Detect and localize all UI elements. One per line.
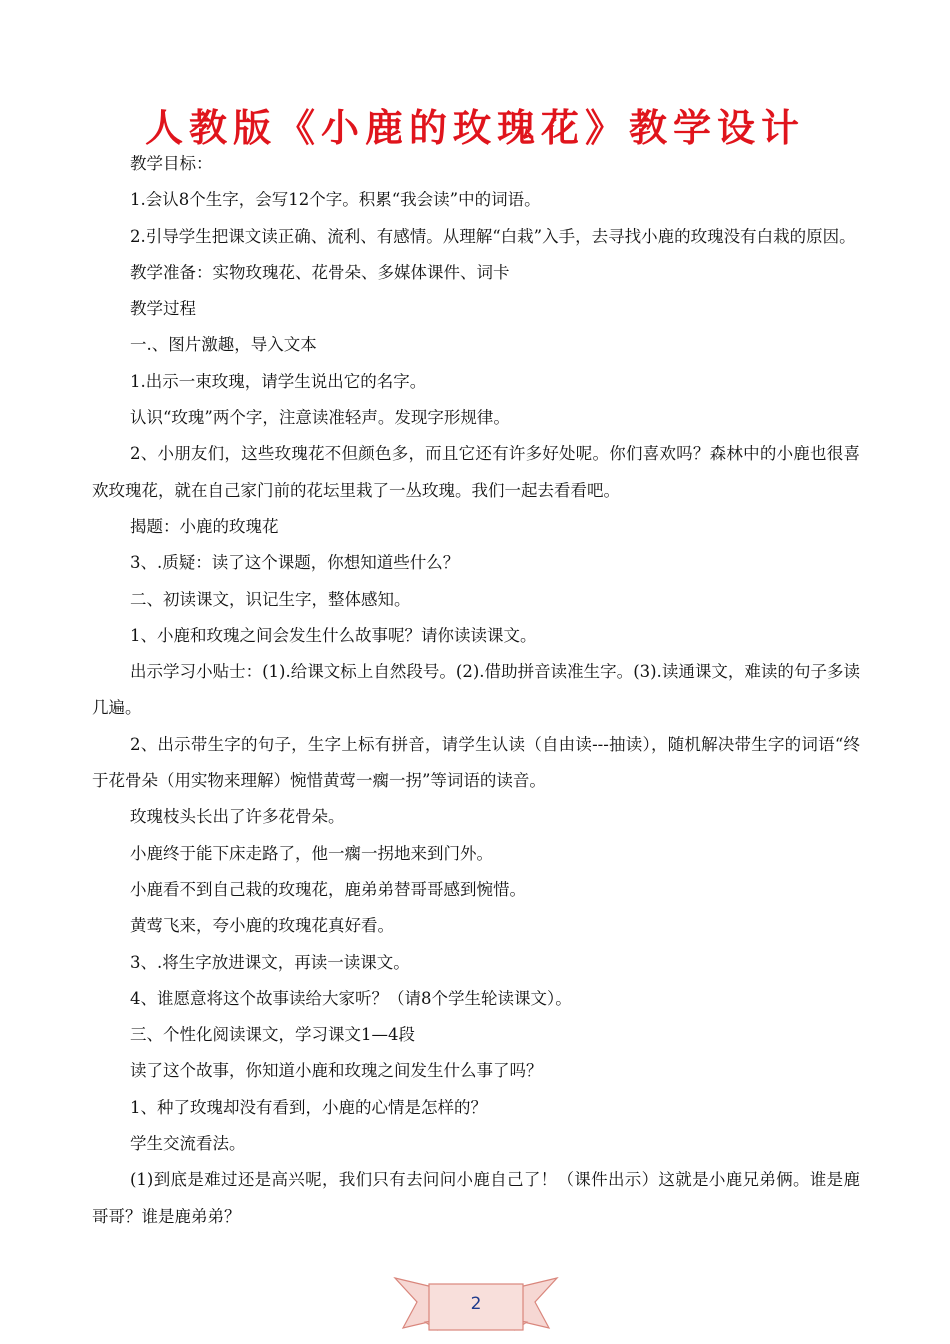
paragraph: 3、.将生字放进课文，再读一读课文。	[130, 952, 410, 972]
paragraph: 教学准备：实物玫瑰花、花骨朵、多媒体课件、词卡	[130, 262, 510, 282]
paragraph: 小鹿看不到自己栽的玫瑰花，鹿弟弟替哥哥感到惋惜。	[130, 879, 526, 899]
paragraph: 一.、图片激趣，导入文本	[130, 335, 317, 355]
paragraph: 学生交流看法。	[130, 1134, 246, 1154]
paragraph: 1.会认8个生字，会写12个字。积累“我会读”中的词语。	[130, 190, 541, 210]
page-number: 2	[470, 1294, 482, 1314]
paragraph: 三、个性化阅读课文，学习课文1—4段	[130, 1025, 415, 1045]
paragraph: (1)到底是难过还是高兴呢，我们只有去问问小鹿自己了！（课件出示）这就是小鹿兄弟俩。谁是鹿哥哥？谁是鹿弟弟？	[92, 1170, 860, 1226]
paragraph: 2、小朋友们，这些玫瑰花不但颜色多，而且它还有许多好处呢。你们喜欢吗？森林中的小鹿也很喜欢玫瑰花，就在自己家门前的花坛里栽了一丛玫瑰。我们一起去看看吧。	[92, 444, 860, 500]
paragraph: 二、初读课文，识记生字，整体感知。	[130, 589, 411, 609]
paragraph: 2、出示带生字的句子，生字上标有拼音，请学生认读（自由读---抽读），随机解决带生字的词语“终于花骨朵（用实物来理解）惋惜黄莺一瘸一拐”等词语的读音。	[92, 734, 860, 791]
paragraph: 1、小鹿和玫瑰之间会发生什么故事呢？请你读读课文。	[130, 625, 537, 645]
document-title: 人教版《小鹿的玫瑰花》教学设计	[144, 106, 805, 150]
page-number-ribbon	[393, 1274, 559, 1336]
paragraph: 教学过程	[130, 299, 196, 319]
paragraph: 揭题：小鹿的玫瑰花	[130, 516, 279, 536]
paragraph: 教学目标：	[130, 154, 213, 173]
paragraph: 黄莺飞来，夸小鹿的玫瑰花真好看。	[130, 916, 394, 936]
paragraph: 出示学习小贴士：(1).给课文标上自然段号。(2).借助拼音读准生字。(3).读通课文，难读的句子多读几遍。	[92, 662, 860, 718]
paragraph: 小鹿终于能下床走路了，他一瘸一拐地来到门外。	[130, 843, 493, 863]
paragraph: 1.出示一束玫瑰，请学生说出它的名字。	[130, 371, 427, 391]
paragraph: 1、种了玫瑰却没有看到，小鹿的心情是怎样的？	[130, 1097, 487, 1117]
paragraph: 认识“玫瑰”两个字，注意读准轻声。发现字形规律。	[130, 408, 510, 428]
paragraph: 4、谁愿意将这个故事读给大家听？（请8个学生轮读课文）。	[130, 988, 572, 1008]
paragraph: 读了这个故事，你知道小鹿和玫瑰之间发生什么事了吗？	[130, 1061, 543, 1081]
paragraph: 3、.质疑：读了这个课题，你想知道些什么？	[130, 553, 460, 573]
paragraph: 玫瑰枝头长出了许多花骨朵。	[130, 807, 345, 827]
document-body	[92, 146, 860, 1235]
paragraph: 2.引导学生把课文读正确、流利、有感情。从理解“白栽”入手，去寻找小鹿的玫瑰没有白栽的原因。	[130, 226, 856, 246]
